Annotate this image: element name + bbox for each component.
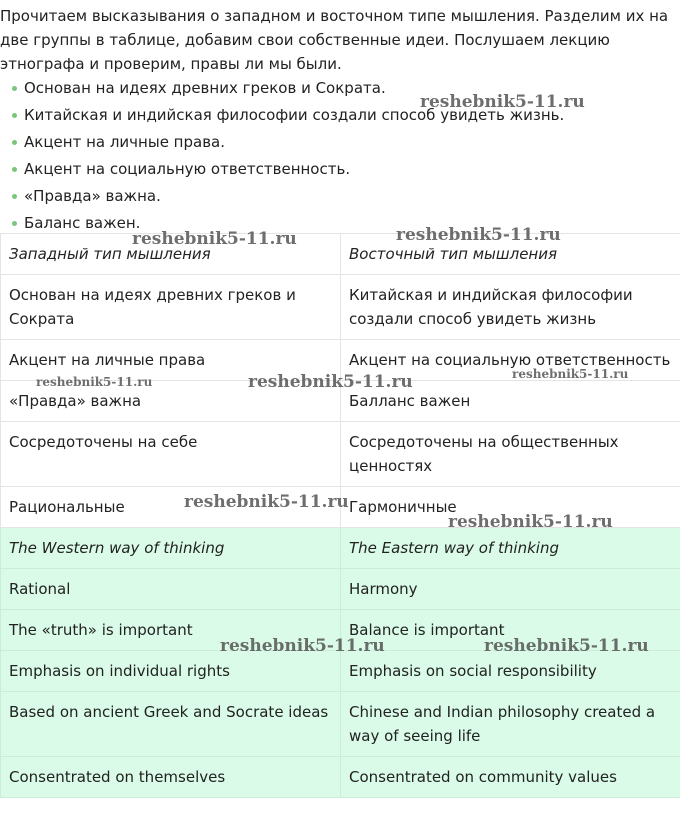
bullet-icon <box>12 194 17 199</box>
list-item: Акцент на личные права. <box>12 130 564 157</box>
table-header-cell: The Western way of thinking <box>1 528 341 569</box>
table-cell: Балланс важен <box>341 381 680 422</box>
table-row <box>1 569 680 610</box>
watermark: reshebnik5-11.ru <box>512 367 629 381</box>
table-cell: Consentrated on community values <box>341 757 680 798</box>
watermark: reshebnik5-11.ru <box>248 372 413 392</box>
table-header-cell: Западный тип мышления <box>1 234 341 275</box>
watermark: reshebnik5-11.ru <box>220 636 385 656</box>
list-item: Основан на идеях древних греков и Сократа. <box>12 76 564 103</box>
list-item: Китайская и индийская философии создали способ увидеть жизнь. <box>12 103 564 130</box>
table-cell: Harmony <box>341 569 680 610</box>
watermark: reshebnik5-11.ru <box>132 229 297 249</box>
table-row <box>1 487 680 528</box>
table-cell: Chinese and Indian philosophy created a way of seeing life <box>341 692 680 757</box>
table-row <box>1 651 680 692</box>
bullet-icon <box>12 221 17 226</box>
list-item: «Правда» важна. <box>12 184 564 211</box>
table-cell: Rational <box>1 569 341 610</box>
table-cell: The «truth» is important <box>1 610 341 651</box>
statement-list <box>12 76 564 238</box>
thinking-types-table <box>0 233 680 798</box>
table-header-cell: The Eastern way of thinking <box>341 528 680 569</box>
watermark: reshebnik5-11.ru <box>484 636 649 656</box>
table-cell: Основан на идеях древних греков и Сократа <box>1 275 341 340</box>
table-cell: Гармоничные <box>341 487 680 528</box>
table-cell: Сосредоточены на общественных ценностях <box>341 422 680 487</box>
table-cell: Сосредоточены на себе <box>1 422 341 487</box>
watermark: reshebnik5-11.ru <box>36 375 153 389</box>
table-row <box>1 381 680 422</box>
table-cell: Акцент на личные права <box>1 340 341 381</box>
list-item: Акцент на социальную ответственность. <box>12 157 564 184</box>
bullet-icon <box>12 113 17 118</box>
table-cell: Emphasis on social responsibility <box>341 651 680 692</box>
watermark: reshebnik5-11.ru <box>420 92 585 112</box>
table-cell: Based on ancient Greek and Socrate ideas <box>1 692 341 757</box>
intro-text <box>0 4 672 76</box>
table-cell: Consentrated on themselves <box>1 757 341 798</box>
table-row <box>1 275 680 340</box>
watermark: reshebnik5-11.ru <box>184 492 349 512</box>
table-header-row <box>1 234 680 275</box>
table-cell: Акцент на социальную ответственность <box>341 340 680 381</box>
list-item: Баланс важен. <box>12 211 564 238</box>
table-cell: Китайская и индийская философии создали способ увидеть жизнь <box>341 275 680 340</box>
watermark: reshebnik5-11.ru <box>448 512 613 532</box>
table-cell: Balance is important <box>341 610 680 651</box>
table-cell: Emphasis on individual rights <box>1 651 341 692</box>
table-row <box>1 422 680 487</box>
intro-paragraph: Прочитаем высказывания о западном и восточном типе мышления. Разделим их на две группы в таблице, добавим свои собственные идеи. Послушаем лекцию этнографа и проверим, правы ли мы были. <box>0 7 669 73</box>
table-row <box>1 610 680 651</box>
bullet-icon <box>12 140 17 145</box>
table-header-row <box>1 528 680 569</box>
table-row <box>1 340 680 381</box>
table-cell: «Правда» важна <box>1 381 341 422</box>
table-cell: Рациональные <box>1 487 341 528</box>
table-header-cell: Восточный тип мышления <box>341 234 680 275</box>
bullet-icon <box>12 86 17 91</box>
table-row <box>1 692 680 757</box>
bullet-icon <box>12 167 17 172</box>
watermark: reshebnik5-11.ru <box>396 225 561 245</box>
table-row <box>1 757 680 798</box>
